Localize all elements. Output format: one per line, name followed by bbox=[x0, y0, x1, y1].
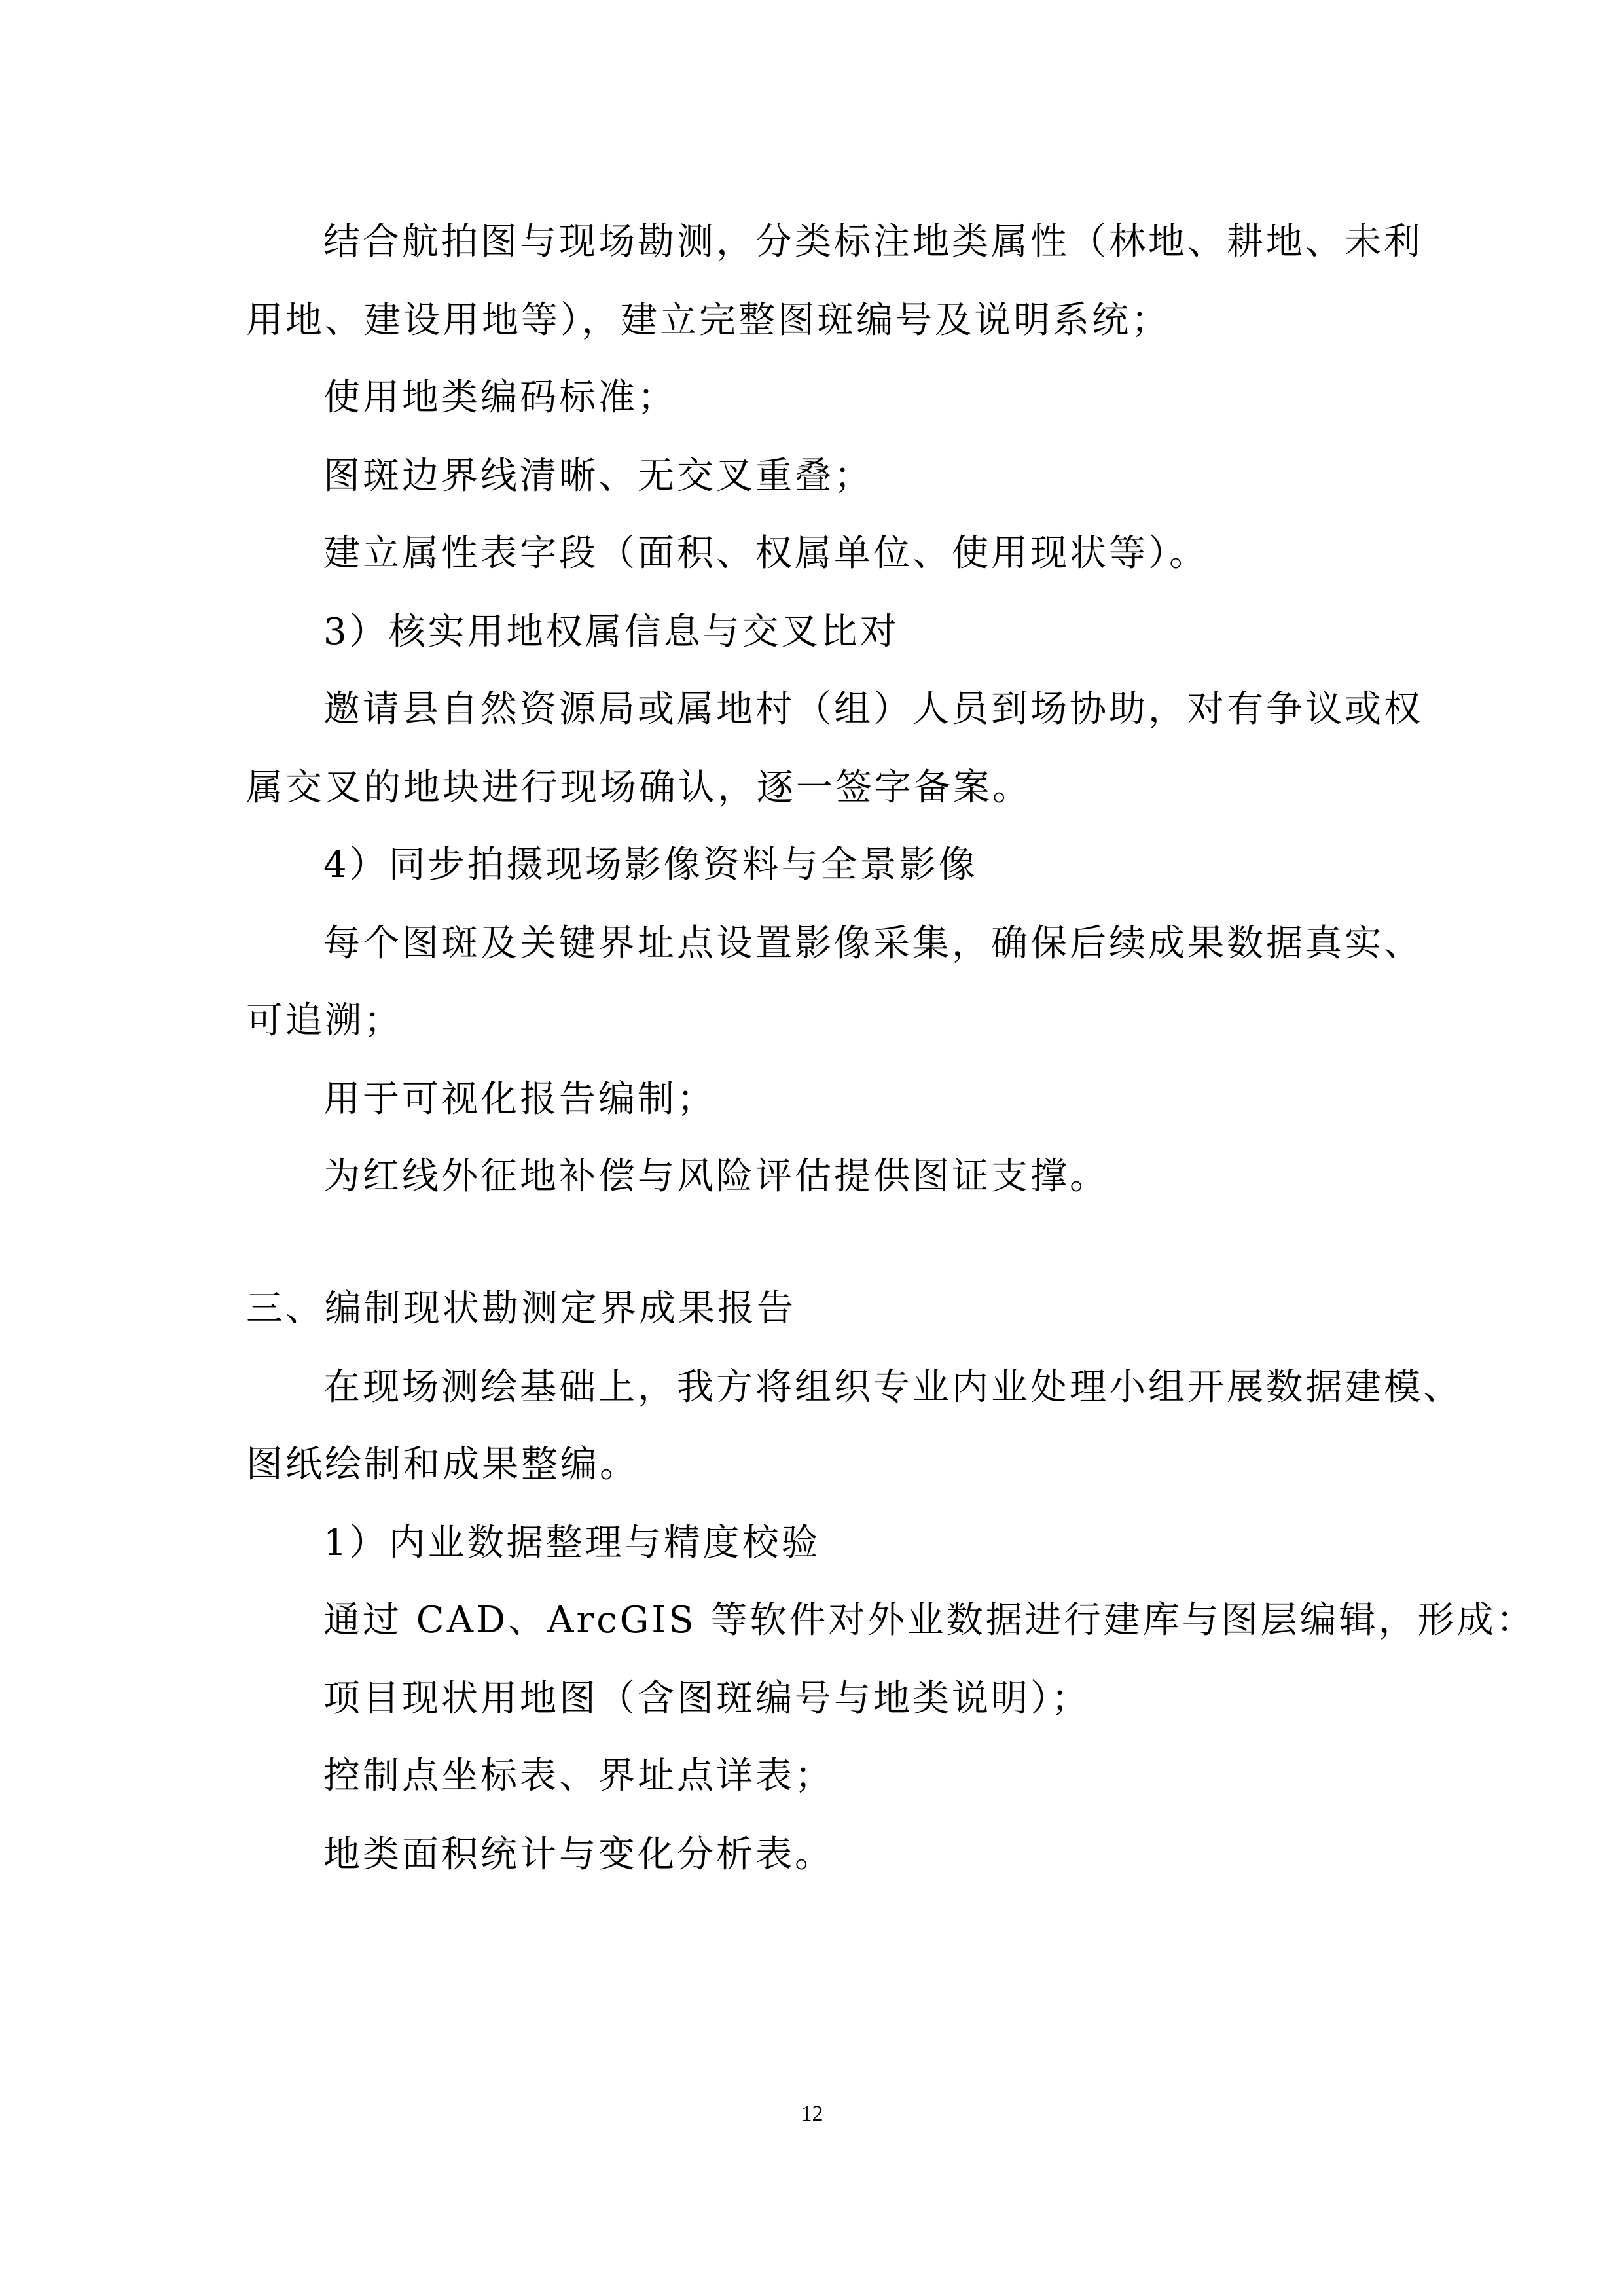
section-heading: 三、编制现状勘测定界成果报告 bbox=[246, 1287, 796, 1330]
paragraph-line: 属交叉的地块进行现场确认，逐一签字备案。 bbox=[246, 766, 1032, 809]
page-number: 12 bbox=[801, 2102, 823, 2126]
paragraph-line: 在现场测绘基础上，我方将组织专业内业处理小组开展数据建模、 bbox=[323, 1366, 1462, 1408]
list-item: 控制点坐标表、界址点详表； bbox=[323, 1755, 834, 1797]
paragraph-line: 用于可视化报告编制； bbox=[323, 1078, 716, 1121]
paragraph-line: 结合航拍图与现场勘测，分类标注地类属性（林地、耕地、未利 bbox=[323, 221, 1423, 263]
paragraph-line: 为红线外征地补偿与风险评估提供图证支撑。 bbox=[323, 1155, 1109, 1198]
list-item: 项目现状用地图（含图斑编号与地类说明）； bbox=[323, 1677, 1091, 1720]
subheading: 4）同步拍摄现场影像资料与全景影像 bbox=[323, 844, 978, 886]
paragraph-line: 邀请县自然资源局或属地村（组）人员到场协助，对有争议或权 bbox=[323, 688, 1423, 730]
paragraph-line: 使用地类编码标准； bbox=[323, 376, 677, 419]
paragraph-line: 通过 CAD、ArcGIS 等软件对外业数据进行建库与图层编辑，形成： bbox=[323, 1599, 1536, 1641]
subheading: 1）内业数据整理与精度校验 bbox=[323, 1522, 821, 1564]
paragraph-line: 图纸绘制和成果整编。 bbox=[246, 1443, 639, 1486]
paragraph-line: 图斑边界线清晰、无交叉重叠； bbox=[323, 455, 873, 497]
paragraph-line: 用地、建设用地等），建立完整图斑编号及说明系统； bbox=[246, 299, 1170, 342]
paragraph-line: 可追溯； bbox=[246, 999, 403, 1042]
paragraph-line: 每个图斑及关键界址点设置影像采集，确保后续成果数据真实、 bbox=[323, 922, 1423, 965]
subheading: 3）核实用地权属信息与交叉比对 bbox=[323, 611, 899, 653]
paragraph-line: 建立属性表字段（面积、权属单位、使用现状等）。 bbox=[323, 532, 1208, 575]
list-item: 地类面积统计与变化分析表。 bbox=[323, 1833, 834, 1876]
